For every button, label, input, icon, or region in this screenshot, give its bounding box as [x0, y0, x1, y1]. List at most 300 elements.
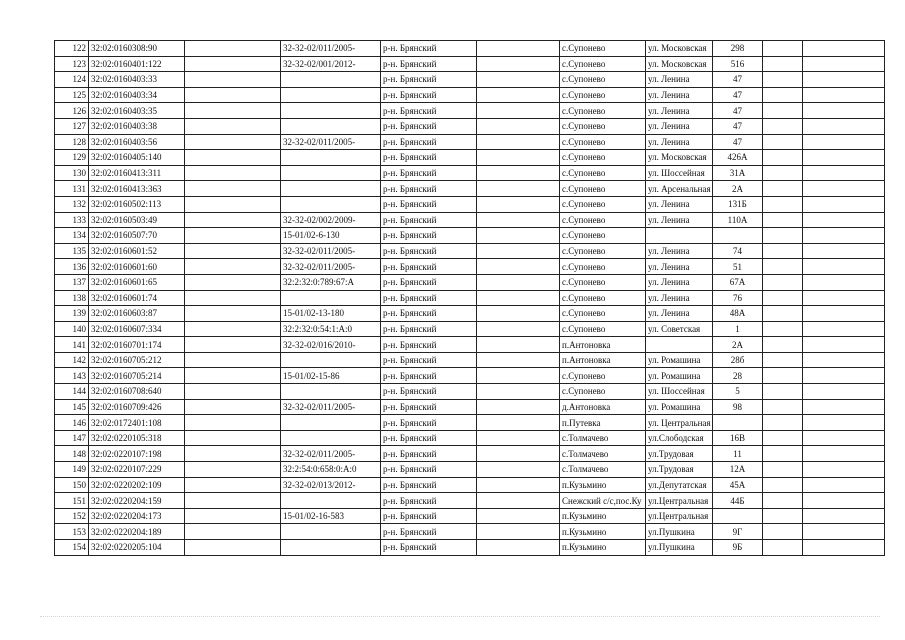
- table-row: [55, 368, 885, 384]
- street-cell: ул. Ленина: [646, 72, 713, 88]
- row-number-cell: 139: [55, 306, 89, 322]
- empty-cell: [763, 274, 803, 290]
- house-number-cell: 47: [713, 118, 763, 134]
- registration-number-cell: 32:2:32:0:54:1:А:0: [281, 321, 381, 337]
- empty-cell: [477, 118, 560, 134]
- empty-cell: [185, 274, 281, 290]
- cadastral-number-cell: 32:02:0160601:60: [89, 259, 185, 275]
- empty-cell: [477, 181, 560, 197]
- registration-number-cell: 32-32-02/011/2005-: [281, 446, 381, 462]
- house-number-cell: 51: [713, 259, 763, 275]
- house-number-cell: 5: [713, 384, 763, 400]
- empty-cell: [803, 462, 885, 478]
- district-cell: р-н. Брянский: [381, 134, 477, 150]
- house-number-cell: 110А: [713, 212, 763, 228]
- house-number-cell: 2А: [713, 337, 763, 353]
- empty-cell: [803, 384, 885, 400]
- empty-cell: [477, 524, 560, 540]
- empty-cell: [763, 181, 803, 197]
- document-sheet: [54, 40, 884, 556]
- empty-cell: [763, 196, 803, 212]
- house-number-cell: 47: [713, 87, 763, 103]
- table-row: [55, 524, 885, 540]
- registration-number-cell: 15-01/02-13-180: [281, 306, 381, 322]
- empty-cell: [763, 430, 803, 446]
- row-number-cell: 148: [55, 446, 89, 462]
- table-row: [55, 212, 885, 228]
- scan-noise-line: [40, 616, 880, 619]
- district-cell: р-н. Брянский: [381, 493, 477, 509]
- empty-cell: [477, 493, 560, 509]
- district-cell: р-н. Брянский: [381, 306, 477, 322]
- row-number-cell: 149: [55, 462, 89, 478]
- empty-cell: [477, 243, 560, 259]
- settlement-cell: с.Супонево: [560, 72, 646, 88]
- row-number-cell: 124: [55, 72, 89, 88]
- district-cell: р-н. Брянский: [381, 181, 477, 197]
- empty-cell: [763, 72, 803, 88]
- empty-cell: [477, 56, 560, 72]
- empty-cell: [803, 274, 885, 290]
- cadastral-number-cell: 32:02:0160502:113: [89, 196, 185, 212]
- empty-cell: [763, 524, 803, 540]
- empty-cell: [477, 337, 560, 353]
- house-number-cell: 31А: [713, 165, 763, 181]
- table-row: [55, 446, 885, 462]
- street-cell: ул. Московская: [646, 56, 713, 72]
- property-table: [54, 40, 885, 556]
- row-number-cell: 147: [55, 430, 89, 446]
- street-cell: ул.Депутатская: [646, 477, 713, 493]
- empty-cell: [803, 540, 885, 556]
- house-number-cell: 2А: [713, 181, 763, 197]
- empty-cell: [763, 259, 803, 275]
- street-cell: ул. Ленина: [646, 103, 713, 119]
- street-cell: ул.Центральная: [646, 508, 713, 524]
- settlement-cell: п.Кузьмино: [560, 508, 646, 524]
- empty-cell: [185, 337, 281, 353]
- registration-number-cell: [281, 524, 381, 540]
- empty-cell: [185, 181, 281, 197]
- street-cell: ул. Ленина: [646, 87, 713, 103]
- empty-cell: [803, 243, 885, 259]
- empty-cell: [185, 243, 281, 259]
- house-number-cell: 298: [713, 41, 763, 57]
- row-number-cell: 125: [55, 87, 89, 103]
- registration-number-cell: 15-01/02-6-130: [281, 228, 381, 244]
- district-cell: р-н. Брянский: [381, 430, 477, 446]
- empty-cell: [185, 430, 281, 446]
- empty-cell: [185, 306, 281, 322]
- cadastral-number-cell: 32:02:0160403:38: [89, 118, 185, 134]
- empty-cell: [803, 212, 885, 228]
- empty-cell: [803, 524, 885, 540]
- empty-cell: [803, 72, 885, 88]
- empty-cell: [763, 290, 803, 306]
- empty-cell: [803, 306, 885, 322]
- cadastral-number-cell: 32:02:0160705:214: [89, 368, 185, 384]
- empty-cell: [763, 477, 803, 493]
- registration-number-cell: 32-32-02/011/2005-: [281, 399, 381, 415]
- cadastral-number-cell: 32:02:0160705:212: [89, 352, 185, 368]
- empty-cell: [803, 508, 885, 524]
- district-cell: р-н. Брянский: [381, 274, 477, 290]
- registration-number-cell: [281, 415, 381, 431]
- empty-cell: [185, 290, 281, 306]
- cadastral-number-cell: 32:02:0160403:56: [89, 134, 185, 150]
- street-cell: ул. Ленина: [646, 274, 713, 290]
- empty-cell: [185, 150, 281, 166]
- house-number-cell: 9Б: [713, 540, 763, 556]
- row-number-cell: 140: [55, 321, 89, 337]
- empty-cell: [477, 446, 560, 462]
- empty-cell: [803, 446, 885, 462]
- registration-number-cell: [281, 493, 381, 509]
- row-number-cell: 134: [55, 228, 89, 244]
- district-cell: р-н. Брянский: [381, 165, 477, 181]
- row-number-cell: 153: [55, 524, 89, 540]
- row-number-cell: 142: [55, 352, 89, 368]
- empty-cell: [477, 306, 560, 322]
- empty-cell: [477, 540, 560, 556]
- street-cell: ул. Ленина: [646, 243, 713, 259]
- empty-cell: [185, 524, 281, 540]
- settlement-cell: Снежский с/с,пос.Ку: [560, 493, 646, 509]
- cadastral-number-cell: 32:02:0160405:140: [89, 150, 185, 166]
- registration-number-cell: 32-32-02/001/2012-: [281, 56, 381, 72]
- empty-cell: [763, 368, 803, 384]
- empty-cell: [477, 165, 560, 181]
- empty-cell: [185, 41, 281, 57]
- table-row: [55, 87, 885, 103]
- empty-cell: [763, 493, 803, 509]
- empty-cell: [763, 540, 803, 556]
- table-row: [55, 540, 885, 556]
- registration-number-cell: 15-01/02-16-583: [281, 508, 381, 524]
- house-number-cell: 48А: [713, 306, 763, 322]
- table-row: [55, 352, 885, 368]
- registration-number-cell: 32-32-02/016/2010-: [281, 337, 381, 353]
- district-cell: р-н. Брянский: [381, 290, 477, 306]
- empty-cell: [763, 321, 803, 337]
- street-cell: ул. Центральная: [646, 415, 713, 431]
- empty-cell: [763, 462, 803, 478]
- empty-cell: [477, 274, 560, 290]
- cadastral-number-cell: 32:02:0160503:49: [89, 212, 185, 228]
- empty-cell: [185, 103, 281, 119]
- district-cell: р-н. Брянский: [381, 415, 477, 431]
- settlement-cell: с.Супонево: [560, 368, 646, 384]
- empty-cell: [763, 399, 803, 415]
- street-cell: ул. Ленина: [646, 212, 713, 228]
- row-number-cell: 136: [55, 259, 89, 275]
- empty-cell: [477, 150, 560, 166]
- row-number-cell: 122: [55, 41, 89, 57]
- settlement-cell: с.Супонево: [560, 165, 646, 181]
- registration-number-cell: [281, 118, 381, 134]
- registration-number-cell: [281, 196, 381, 212]
- house-number-cell: 16В: [713, 430, 763, 446]
- house-number-cell: 74: [713, 243, 763, 259]
- table-row: [55, 430, 885, 446]
- district-cell: р-н. Брянский: [381, 228, 477, 244]
- house-number-cell: 67А: [713, 274, 763, 290]
- settlement-cell: с.Толмачево: [560, 462, 646, 478]
- empty-cell: [477, 462, 560, 478]
- street-cell: [646, 337, 713, 353]
- street-cell: ул. Советская: [646, 321, 713, 337]
- house-number-cell: 131Б: [713, 196, 763, 212]
- house-number-cell: 28: [713, 368, 763, 384]
- empty-cell: [477, 352, 560, 368]
- cadastral-number-cell: 32:02:0160403:33: [89, 72, 185, 88]
- empty-cell: [477, 72, 560, 88]
- empty-cell: [185, 212, 281, 228]
- settlement-cell: с.Супонево: [560, 87, 646, 103]
- cadastral-number-cell: 32:02:0160709:426: [89, 399, 185, 415]
- empty-cell: [803, 196, 885, 212]
- cadastral-number-cell: 32:02:0220105:318: [89, 430, 185, 446]
- table-row: [55, 508, 885, 524]
- table-row: [55, 337, 885, 353]
- house-number-cell: 426А: [713, 150, 763, 166]
- settlement-cell: п.Кузьмино: [560, 524, 646, 540]
- table-row: [55, 165, 885, 181]
- table-row: [55, 196, 885, 212]
- registration-number-cell: [281, 384, 381, 400]
- settlement-cell: с.Супонево: [560, 41, 646, 57]
- empty-cell: [763, 87, 803, 103]
- district-cell: р-н. Брянский: [381, 446, 477, 462]
- empty-cell: [803, 165, 885, 181]
- table-row: [55, 306, 885, 322]
- registration-number-cell: 32-32-02/011/2005-: [281, 259, 381, 275]
- empty-cell: [803, 87, 885, 103]
- district-cell: р-н. Брянский: [381, 462, 477, 478]
- empty-cell: [185, 415, 281, 431]
- settlement-cell: с.Супонево: [560, 181, 646, 197]
- cadastral-number-cell: 32:02:0220204:189: [89, 524, 185, 540]
- registration-number-cell: [281, 87, 381, 103]
- cadastral-number-cell: 32:02:0160403:35: [89, 103, 185, 119]
- registration-number-cell: [281, 540, 381, 556]
- empty-cell: [803, 150, 885, 166]
- house-number-cell: 45А: [713, 477, 763, 493]
- empty-cell: [763, 243, 803, 259]
- table-row: [55, 384, 885, 400]
- empty-cell: [803, 337, 885, 353]
- empty-cell: [803, 290, 885, 306]
- empty-cell: [763, 134, 803, 150]
- district-cell: р-н. Брянский: [381, 337, 477, 353]
- registration-number-cell: 32-32-02/011/2005-: [281, 41, 381, 57]
- empty-cell: [185, 352, 281, 368]
- empty-cell: [803, 321, 885, 337]
- district-cell: р-н. Брянский: [381, 72, 477, 88]
- street-cell: ул. Шоссейная: [646, 384, 713, 400]
- table-row: [55, 150, 885, 166]
- house-number-cell: [713, 228, 763, 244]
- street-cell: ул.Слободская: [646, 430, 713, 446]
- cadastral-number-cell: 32:02:0160601:52: [89, 243, 185, 259]
- empty-cell: [185, 399, 281, 415]
- house-number-cell: 44Б: [713, 493, 763, 509]
- empty-cell: [185, 72, 281, 88]
- row-number-cell: 130: [55, 165, 89, 181]
- table-row: [55, 477, 885, 493]
- empty-cell: [803, 368, 885, 384]
- house-number-cell: 1: [713, 321, 763, 337]
- cadastral-number-cell: 32:02:0220107:229: [89, 462, 185, 478]
- row-number-cell: 146: [55, 415, 89, 431]
- empty-cell: [763, 212, 803, 228]
- cadastral-number-cell: 32:02:0160603:87: [89, 306, 185, 322]
- settlement-cell: с.Супонево: [560, 290, 646, 306]
- table-row: [55, 399, 885, 415]
- row-number-cell: 133: [55, 212, 89, 228]
- empty-cell: [185, 384, 281, 400]
- row-number-cell: 151: [55, 493, 89, 509]
- district-cell: р-н. Брянский: [381, 508, 477, 524]
- row-number-cell: 128: [55, 134, 89, 150]
- registration-number-cell: 32-32-02/013/2012-: [281, 477, 381, 493]
- cadastral-number-cell: 32:02:0160601:65: [89, 274, 185, 290]
- house-number-cell: 98: [713, 399, 763, 415]
- street-cell: ул. Московская: [646, 41, 713, 57]
- street-cell: ул. Шоссейная: [646, 165, 713, 181]
- row-number-cell: 143: [55, 368, 89, 384]
- cadastral-number-cell: 32:02:0160308:90: [89, 41, 185, 57]
- settlement-cell: с.Супонево: [560, 56, 646, 72]
- empty-cell: [477, 212, 560, 228]
- settlement-cell: п.Антоновка: [560, 337, 646, 353]
- empty-cell: [763, 41, 803, 57]
- empty-cell: [803, 430, 885, 446]
- empty-cell: [477, 290, 560, 306]
- empty-cell: [477, 368, 560, 384]
- cadastral-number-cell: 32:02:0220107:198: [89, 446, 185, 462]
- row-number-cell: 131: [55, 181, 89, 197]
- house-number-cell: 516: [713, 56, 763, 72]
- table-row: [55, 118, 885, 134]
- street-cell: ул. Ленина: [646, 134, 713, 150]
- registration-number-cell: [281, 103, 381, 119]
- empty-cell: [477, 321, 560, 337]
- house-number-cell: 11: [713, 446, 763, 462]
- settlement-cell: с.Супонево: [560, 212, 646, 228]
- district-cell: р-н. Брянский: [381, 196, 477, 212]
- empty-cell: [185, 87, 281, 103]
- settlement-cell: с.Супонево: [560, 321, 646, 337]
- table-row: [55, 243, 885, 259]
- registration-number-cell: [281, 165, 381, 181]
- table-row: [55, 134, 885, 150]
- cadastral-number-cell: 32:02:0160403:34: [89, 87, 185, 103]
- empty-cell: [185, 321, 281, 337]
- district-cell: р-н. Брянский: [381, 56, 477, 72]
- table-row: [55, 103, 885, 119]
- empty-cell: [763, 150, 803, 166]
- registration-number-cell: [281, 72, 381, 88]
- table-row: [55, 274, 885, 290]
- settlement-cell: п.Кузьмино: [560, 477, 646, 493]
- settlement-cell: п.Антоновка: [560, 352, 646, 368]
- table-row: [55, 415, 885, 431]
- table-row: [55, 56, 885, 72]
- empty-cell: [803, 56, 885, 72]
- district-cell: р-н. Брянский: [381, 524, 477, 540]
- row-number-cell: 141: [55, 337, 89, 353]
- settlement-cell: с.Супонево: [560, 259, 646, 275]
- empty-cell: [477, 41, 560, 57]
- district-cell: р-н. Брянский: [381, 384, 477, 400]
- street-cell: ул.Пушкина: [646, 524, 713, 540]
- row-number-cell: 132: [55, 196, 89, 212]
- empty-cell: [763, 165, 803, 181]
- empty-cell: [185, 493, 281, 509]
- settlement-cell: с.Супонево: [560, 384, 646, 400]
- empty-cell: [763, 508, 803, 524]
- cadastral-number-cell: 32:02:0160708:640: [89, 384, 185, 400]
- row-number-cell: 123: [55, 56, 89, 72]
- district-cell: р-н. Брянский: [381, 321, 477, 337]
- cadastral-number-cell: 32:02:0160701:174: [89, 337, 185, 353]
- empty-cell: [185, 368, 281, 384]
- empty-cell: [477, 384, 560, 400]
- street-cell: ул. Ленина: [646, 290, 713, 306]
- cadastral-number-cell: 32:02:0220205:104: [89, 540, 185, 556]
- cadastral-number-cell: 32:02:0160413:311: [89, 165, 185, 181]
- settlement-cell: п.Кузьмино: [560, 540, 646, 556]
- cadastral-number-cell: 32:02:0172401:108: [89, 415, 185, 431]
- empty-cell: [763, 384, 803, 400]
- empty-cell: [185, 259, 281, 275]
- cadastral-number-cell: 32:02:0160607:334: [89, 321, 185, 337]
- district-cell: р-н. Брянский: [381, 540, 477, 556]
- empty-cell: [477, 399, 560, 415]
- cadastral-number-cell: 32:02:0160401:122: [89, 56, 185, 72]
- district-cell: р-н. Брянский: [381, 368, 477, 384]
- registration-number-cell: [281, 430, 381, 446]
- table-row: [55, 181, 885, 197]
- registration-number-cell: 32-32-02/011/2005-: [281, 134, 381, 150]
- empty-cell: [803, 134, 885, 150]
- empty-cell: [477, 87, 560, 103]
- street-cell: [646, 228, 713, 244]
- empty-cell: [763, 415, 803, 431]
- empty-cell: [477, 415, 560, 431]
- row-number-cell: 138: [55, 290, 89, 306]
- district-cell: р-н. Брянский: [381, 477, 477, 493]
- settlement-cell: с.Супонево: [560, 134, 646, 150]
- table-row: [55, 321, 885, 337]
- cadastral-number-cell: 32:02:0160601:74: [89, 290, 185, 306]
- empty-cell: [477, 196, 560, 212]
- registration-number-cell: [281, 352, 381, 368]
- district-cell: р-н. Брянский: [381, 87, 477, 103]
- house-number-cell: [713, 508, 763, 524]
- street-cell: ул. Ромашина: [646, 399, 713, 415]
- registration-number-cell: [281, 290, 381, 306]
- street-cell: ул.Пушкина: [646, 540, 713, 556]
- empty-cell: [763, 446, 803, 462]
- empty-cell: [477, 259, 560, 275]
- empty-cell: [803, 259, 885, 275]
- settlement-cell: с.Супонево: [560, 228, 646, 244]
- empty-cell: [477, 228, 560, 244]
- empty-cell: [763, 103, 803, 119]
- registration-number-cell: [281, 150, 381, 166]
